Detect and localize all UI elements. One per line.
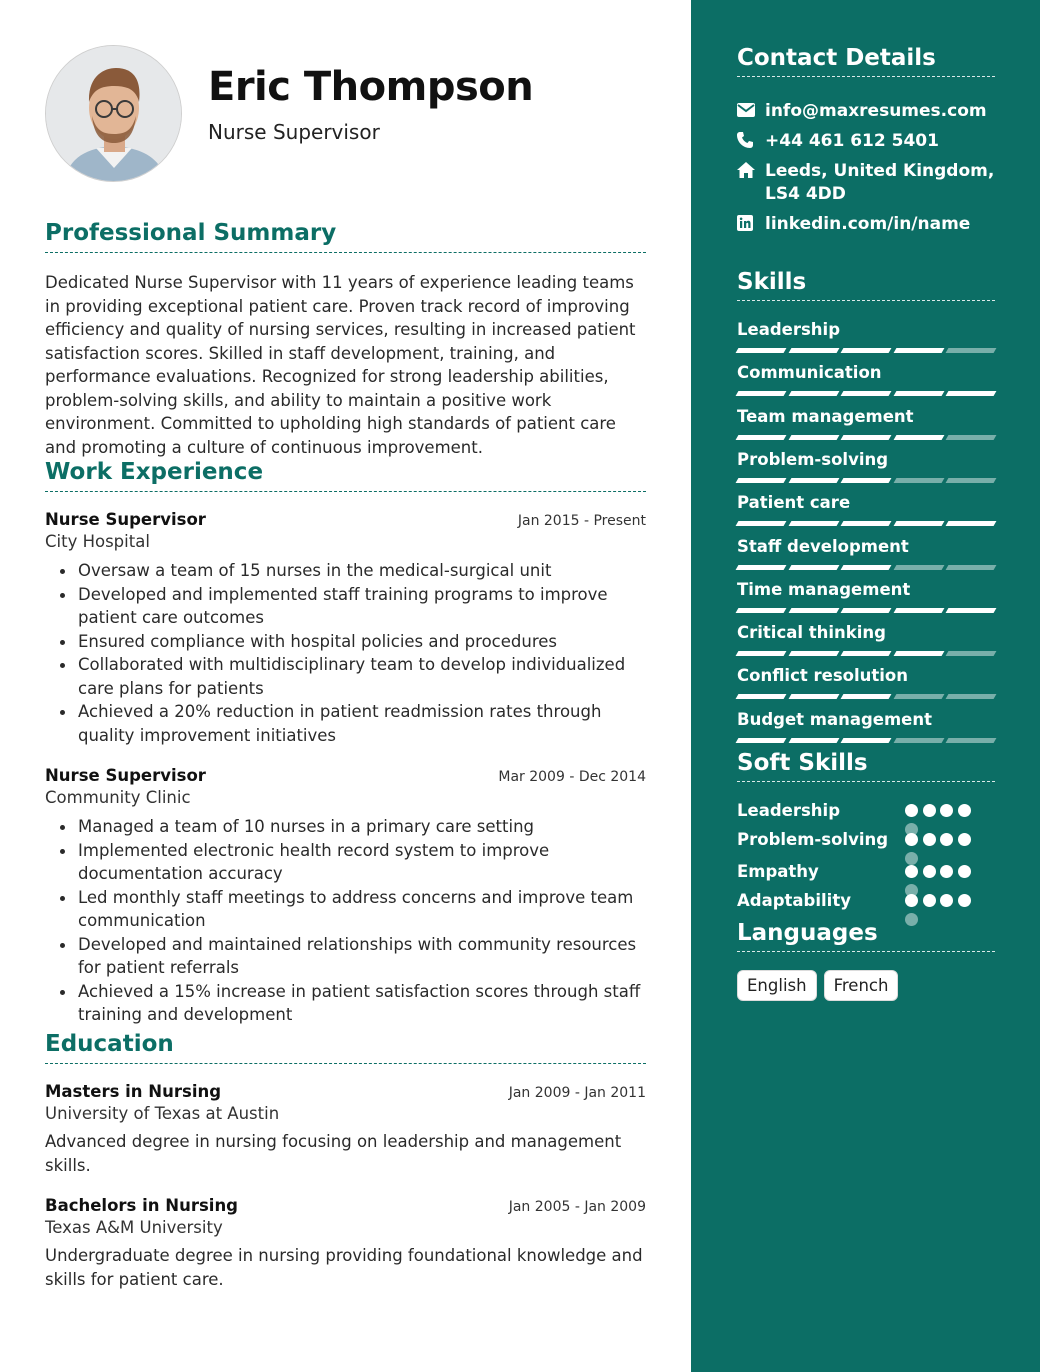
linkedin-icon <box>737 213 765 235</box>
skill-level-segment <box>788 694 838 699</box>
contact-address-text: Leeds, United Kingdom, LS4 4DD <box>765 161 995 204</box>
rating-dot <box>923 833 936 846</box>
rating-dot <box>958 804 971 817</box>
skill-level-bar <box>737 651 995 656</box>
rating-dot <box>940 804 953 817</box>
skill-level-segment <box>736 565 786 570</box>
skill-level-segment <box>736 651 786 656</box>
languages-heading: Languages <box>737 920 995 952</box>
skill-label: Time management <box>737 579 911 599</box>
skill-level-bar <box>737 478 995 483</box>
skill-level-segment <box>841 521 891 526</box>
education-date: Jan 2005 - Jan 2009 <box>508 1199 646 1215</box>
soft-skill-item <box>737 801 995 820</box>
skill-level-bar <box>737 348 995 353</box>
skill-level-segment <box>788 435 838 440</box>
skill-level-segment <box>946 435 996 440</box>
job-organization: Community Clinic <box>45 788 191 807</box>
skill-level-segment <box>736 435 786 440</box>
job-title: Nurse Supervisor <box>45 766 206 785</box>
list-item: Oversaw a team of 15 nurses in the medical-surgical unit <box>45 559 646 583</box>
skill-item <box>737 363 995 396</box>
soft-skill-item <box>737 862 995 881</box>
skill-item <box>737 450 995 483</box>
rating-dot <box>923 865 936 878</box>
contact-address <box>737 160 995 206</box>
skill-level-segment <box>946 478 996 483</box>
skill-item <box>737 623 995 656</box>
skill-item <box>737 710 995 743</box>
skill-level-segment <box>788 521 838 526</box>
skill-level-segment <box>893 651 943 656</box>
skill-level-segment <box>841 651 891 656</box>
skill-level-segment <box>788 348 838 353</box>
job-title: Nurse Supervisor <box>45 510 206 529</box>
list-item: Managed a team of 10 nurses in a primary care setting <box>45 815 646 839</box>
skill-level-segment <box>788 565 838 570</box>
skill-level-segment <box>788 651 838 656</box>
job-date: Mar 2009 - Dec 2014 <box>498 769 646 785</box>
skill-level-bar <box>737 565 995 570</box>
job-entry <box>45 766 646 1027</box>
skill-level-segment <box>736 391 786 396</box>
rating-dot <box>905 894 918 907</box>
language-tag: French <box>824 970 899 1001</box>
skill-level-segment <box>893 521 943 526</box>
skill-level-bar <box>737 521 995 526</box>
skill-level-segment <box>946 608 996 613</box>
rating-dot <box>958 833 971 846</box>
degree-title: Bachelors in Nursing <box>45 1196 238 1215</box>
contact-phone[interactable] <box>737 130 995 153</box>
skill-level-segment <box>841 565 891 570</box>
skill-level-bar <box>737 694 995 699</box>
skill-level-segment <box>788 478 838 483</box>
skill-level-bar <box>737 435 995 440</box>
skill-label: Conflict resolution <box>737 666 909 686</box>
soft-skill-label: Leadership <box>737 801 841 820</box>
languages-list <box>737 970 898 1001</box>
list-item: Achieved a 15% increase in patient satisfaction scores through staff training and development <box>45 980 646 1027</box>
soft-skills-heading: Soft Skills <box>737 750 995 782</box>
candidate-name: Eric Thompson <box>208 64 534 110</box>
contact-email-text: info@maxresumes.com <box>765 101 987 121</box>
list-item: Led monthly staff meetings to address concerns and improve team communication <box>45 886 646 933</box>
skill-item <box>737 537 995 570</box>
soft-skill-label: Adaptability <box>737 891 851 910</box>
rating-dot <box>905 865 918 878</box>
contact-heading: Contact Details <box>737 45 995 77</box>
list-item: Developed and implemented staff training programs to improve patient care outcomes <box>45 583 646 630</box>
job-bullets <box>45 815 646 1027</box>
skill-level-segment <box>788 608 838 613</box>
list-item: Implemented electronic health record system to improve documentation accuracy <box>45 839 646 886</box>
skill-label: Staff development <box>737 536 909 556</box>
summary-heading: Professional Summary <box>45 220 646 253</box>
soft-skill-label: Problem-solving <box>737 830 889 849</box>
skill-label: Problem-solving <box>737 449 889 469</box>
skill-level-segment <box>946 738 996 743</box>
school-name: Texas A&M University <box>45 1218 223 1237</box>
skill-level-segment <box>893 478 943 483</box>
skill-label: Communication <box>737 363 882 383</box>
skill-level-bar <box>737 608 995 613</box>
contact-linkedin-text: linkedin.com/in/name <box>765 214 971 234</box>
skill-label: Critical thinking <box>737 623 886 643</box>
rating-dot <box>905 804 918 817</box>
school-name: University of Texas at Austin <box>45 1104 280 1123</box>
phone-icon <box>737 130 765 152</box>
contact-phone-text: +44 461 612 5401 <box>765 131 939 151</box>
skill-level-segment <box>736 478 786 483</box>
degree-title: Masters in Nursing <box>45 1082 222 1101</box>
skill-level-segment <box>893 348 943 353</box>
education-entry <box>45 1082 646 1177</box>
skill-level-segment <box>893 738 943 743</box>
contact-email[interactable] <box>737 100 995 123</box>
soft-skill-item <box>737 830 995 849</box>
skill-level-segment <box>893 694 943 699</box>
summary-text: Dedicated Nurse Supervisor with 11 years of experience leading teams in providing exceptional patient care. Proven track record of improving efficiency and quality of nursing services, resulting in increased patient satisfaction scores. Skilled in staff development, training, and performance evaluations. Recognized for strong leadership abilities, problem-solving skills, and ability to maintain a positive work environment. Committed to upholding high standards of patient care and promoting a culture of continuous improvement. <box>45 273 636 457</box>
list-item: Developed and maintained relationships with community resources for patient referrals <box>45 933 646 980</box>
envelope-icon <box>737 100 765 121</box>
rating-dot <box>940 894 953 907</box>
list-item: Achieved a 20% reduction in patient readmission rates through quality improvement initiatives <box>45 700 646 747</box>
skill-item <box>737 320 995 353</box>
skill-level-segment <box>788 738 838 743</box>
job-date: Jan 2015 - Present <box>517 513 646 529</box>
skill-level-segment <box>946 348 996 353</box>
experience-heading: Work Experience <box>45 459 646 492</box>
education-date: Jan 2009 - Jan 2011 <box>508 1085 646 1101</box>
rating-dot <box>905 833 918 846</box>
skill-level-segment <box>841 348 891 353</box>
skill-label: Team management <box>737 406 914 426</box>
skill-level-bar <box>737 738 995 743</box>
skill-item <box>737 666 995 699</box>
rating-dot <box>923 804 936 817</box>
skill-level-segment <box>841 391 891 396</box>
skill-level-segment <box>841 478 891 483</box>
skill-level-segment <box>841 738 891 743</box>
job-bullets <box>45 559 646 747</box>
skill-level-segment <box>788 391 838 396</box>
skill-level-segment <box>946 694 996 699</box>
skill-level-segment <box>946 521 996 526</box>
education-entry <box>45 1196 646 1291</box>
skill-level-segment <box>736 521 786 526</box>
list-item: Ensured compliance with hospital policies and procedures <box>45 630 646 654</box>
home-icon <box>737 160 765 182</box>
skill-level-segment <box>841 435 891 440</box>
job-organization: City Hospital <box>45 532 150 551</box>
skill-level-segment <box>893 435 943 440</box>
skills-heading: Skills <box>737 269 995 301</box>
rating-dot <box>958 865 971 878</box>
skill-level-segment <box>946 565 996 570</box>
rating-dot <box>923 894 936 907</box>
skill-item <box>737 493 995 526</box>
soft-skill-item <box>737 891 995 910</box>
soft-skill-label: Empathy <box>737 862 819 881</box>
candidate-title: Nurse Supervisor <box>208 120 380 144</box>
language-tag: English <box>737 970 817 1001</box>
skill-level-segment <box>736 694 786 699</box>
skill-level-segment <box>736 608 786 613</box>
skill-level-bar <box>737 391 995 396</box>
skill-level-segment <box>736 348 786 353</box>
skill-level-segment <box>736 738 786 743</box>
education-description: Advanced degree in nursing focusing on leadership and management skills. <box>45 1132 622 1175</box>
rating-dot <box>940 865 953 878</box>
skill-label: Patient care <box>737 493 851 513</box>
education-heading: Education <box>45 1031 646 1064</box>
list-item: Collaborated with multidisciplinary team to develop individualized care plans for patients <box>45 653 646 700</box>
skill-level-segment <box>946 391 996 396</box>
skill-item <box>737 407 995 440</box>
skill-level-segment <box>946 651 996 656</box>
skill-level-segment <box>893 391 943 396</box>
skill-label: Budget management <box>737 709 932 729</box>
rating-dot <box>940 833 953 846</box>
profile-photo <box>45 45 182 182</box>
skill-item <box>737 580 995 613</box>
sidebar <box>691 0 1040 1372</box>
skill-level-segment <box>841 608 891 613</box>
skill-level-segment <box>841 694 891 699</box>
education-description: Undergraduate degree in nursing providing foundational knowledge and skills for patient care. <box>45 1246 643 1289</box>
skill-level-segment <box>893 608 943 613</box>
job-entry <box>45 510 646 747</box>
skill-level-segment <box>893 565 943 570</box>
contact-linkedin[interactable] <box>737 213 995 236</box>
skill-label: Leadership <box>737 320 841 339</box>
rating-dot <box>958 894 971 907</box>
